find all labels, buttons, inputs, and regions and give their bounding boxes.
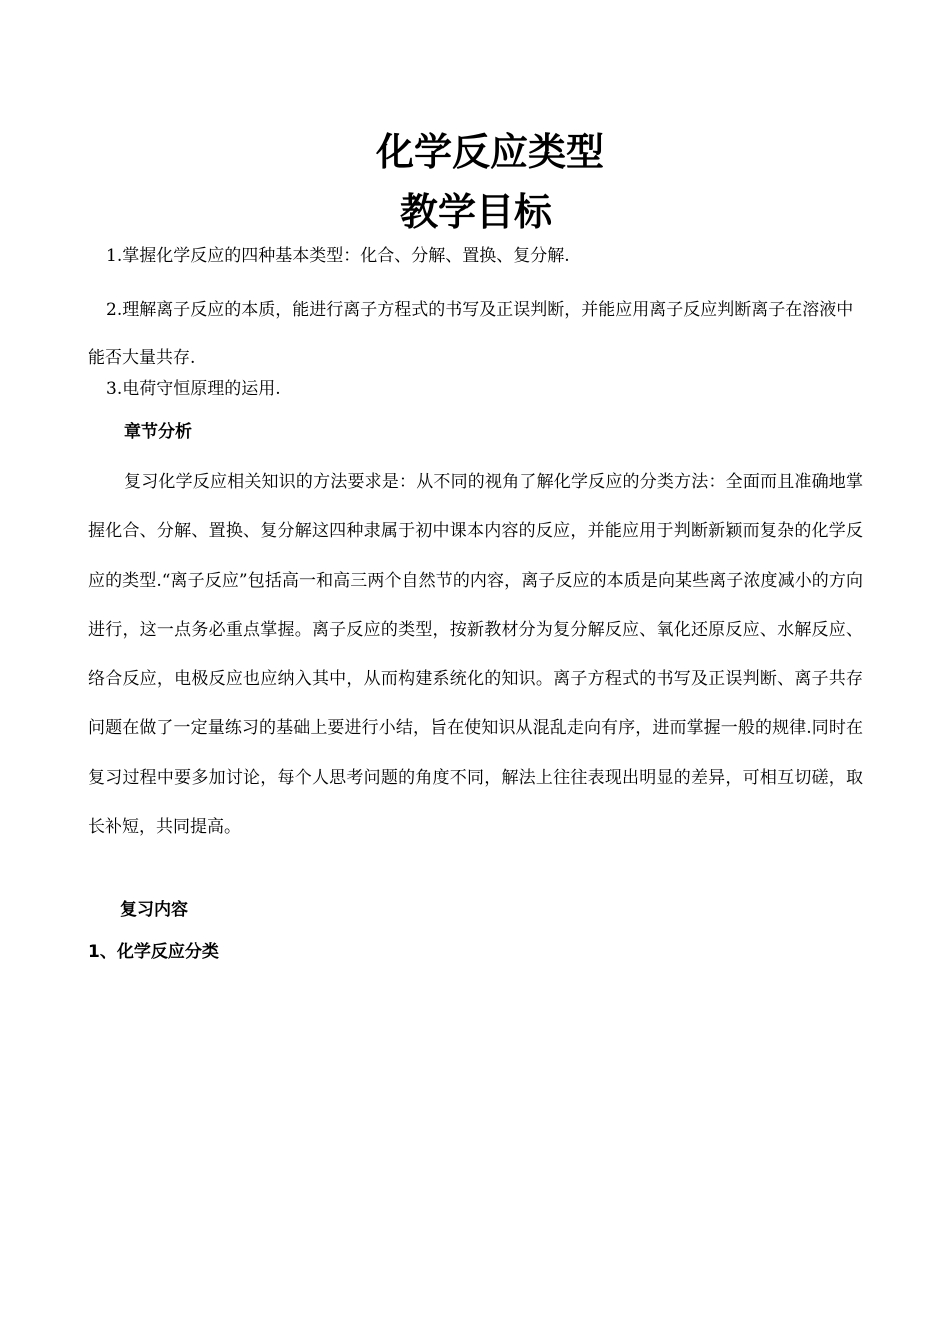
- document-title: 化学反应类型: [375, 130, 604, 174]
- document-subtitle: 教学目标: [399, 190, 552, 234]
- analysis-paragraph: 复习化学反应相关知识的方法要求是：从不同的视角了解化学反应的分类方法：全面而且准确地掌握化合、分解、置换、复分解这四种隶属于初中课本内容的反应，并能应用于判断新颖而复杂的化学反应的类型.“离子反应”包括高一和高三两个自然节的内容，离子反应的本质是向某些离子浓度减小的方向进行，这一点务必重点掌握。离子反应的类型，按新教材分为复分解反应、氧化还原反应、水解反应、络合反应，电极反应也应纳入其中，从而构建系统化的知识。离子方程式的书写及正误判断、离子共存问题在做了一定量练习的基础上要进行小结，旨在使知识从混乱走向有序，进而掌握一般的规律.同时在复习过程中要多加讨论，每个人思考问题的角度不同，解法上往往表现出明显的差异，可相互切磋，取长补短，共同提高。: [88, 472, 863, 838]
- section-1-heading: 1、化学反应分类: [88, 942, 219, 962]
- objective-item-2: 2.理解离子反应的本质，能进行离子方程式的书写及正误判断，并能应用离子反应判断离子在溶液中能否大量共存.: [88, 300, 854, 368]
- objective-item-1: 1.掌握化学反应的四种基本类型：化合、分解、置换、复分解.: [106, 246, 570, 266]
- analysis-heading: 章节分析: [124, 422, 192, 442]
- review-heading: 复习内容: [120, 900, 188, 920]
- objective-item-3: 3.电荷守恒原理的运用.: [106, 379, 281, 399]
